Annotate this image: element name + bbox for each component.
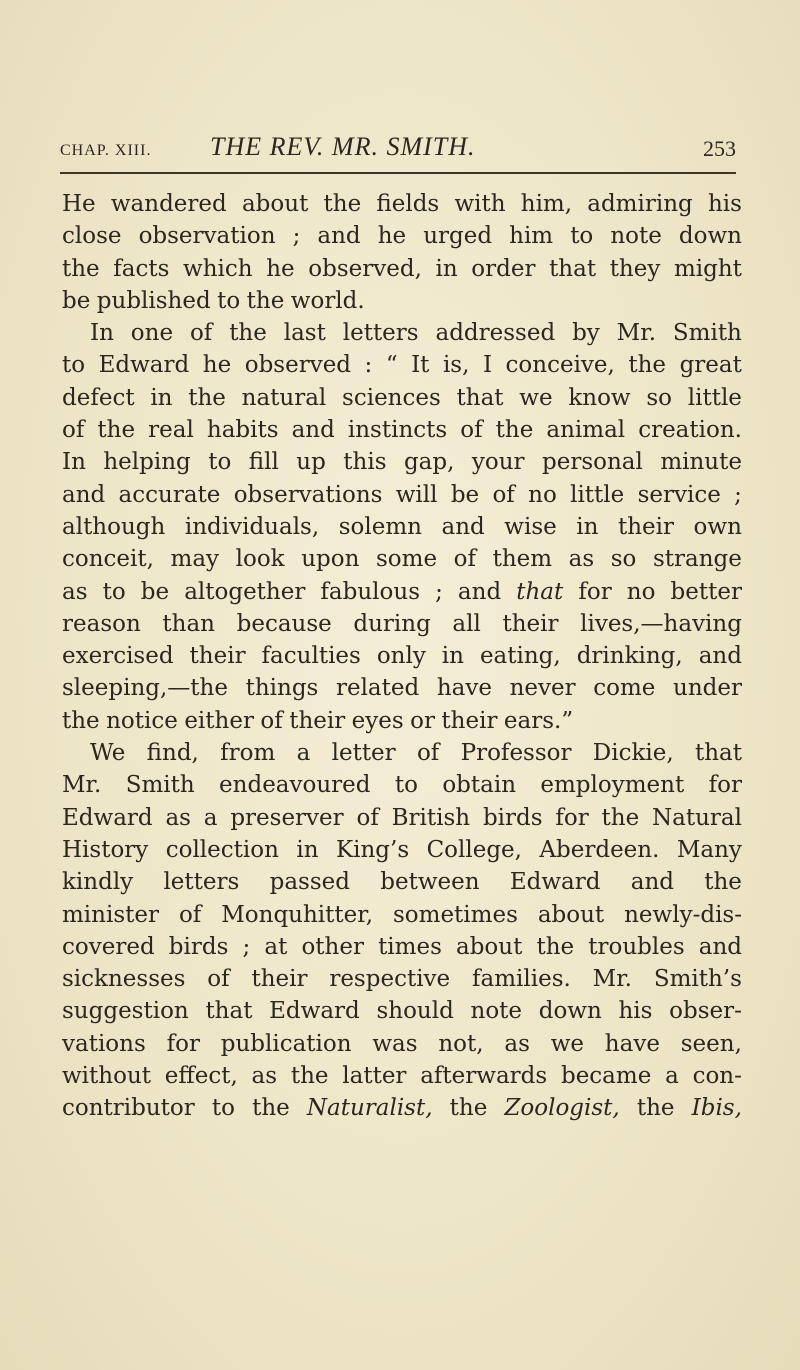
text-line: although individuals, solemn and wise in their own [62, 513, 742, 540]
text-line: contributor to the Naturalist, the Zoologist, the Ibis, [62, 1095, 742, 1122]
text-line: vations for publication was not, as we have seen, [62, 1030, 742, 1057]
text-line: exercised their faculties only in eating, drinking, and [62, 643, 742, 670]
text-line: In helping to fill up this gap, your personal minute [62, 449, 742, 476]
text-line: sleeping,—the things related have never come under [62, 675, 742, 702]
text-line: suggestion that Edward should note down his obser- [62, 998, 742, 1025]
text-line: conceit, may look upon some of them as so strange [62, 546, 742, 573]
body-text [62, 188, 742, 1125]
text-line: In one of the last letters addressed by Mr. Smith [90, 320, 742, 347]
text-line: Edward as a preserver of British birds for the Natural [62, 804, 742, 831]
page-number: 253 [703, 136, 736, 161]
text-line: the notice either of their eyes or their ears.” [62, 707, 574, 734]
text-line: History collection in King’s College, Aberdeen. Many [62, 836, 742, 863]
text-line: covered birds ; at other times about the troubles and [62, 933, 742, 960]
running-title: THE REV. MR. SMITH. [210, 132, 476, 161]
text-line: We find, from a letter of Professor Dickie, that [90, 740, 742, 767]
chapter-label: CHAP. XIII. [60, 142, 152, 159]
text-line: Mr. Smith endeavoured to obtain employment for [62, 772, 742, 799]
header-rule [60, 172, 736, 174]
text-line: kindly letters passed between Edward and the [62, 869, 742, 896]
text-line: without effect, as the latter afterwards became a con- [62, 1063, 742, 1090]
text-line: and accurate observations will be of no little service ; [62, 481, 742, 508]
text-line: as to be altogether fabulous ; and that for no better [62, 578, 742, 605]
text-line: close observation ; and he urged him to note down [62, 223, 742, 250]
text-line: minister of Monquhitter, sometimes about newly-dis- [62, 901, 742, 928]
text-line: of the real habits and instincts of the animal creation. [62, 417, 742, 444]
text-line: the facts which he observed, in order that they might [62, 255, 742, 282]
page-header [60, 130, 740, 170]
text-line: sicknesses of their respective families. Mr. Smith’s [62, 966, 742, 993]
text-line: He wandered about the fields with him, admiring his [62, 191, 742, 217]
text-line: reason than because during all their lives,—having [62, 610, 742, 637]
text-line: be published to the world. [62, 287, 365, 314]
text-line: defect in the natural sciences that we know so little [62, 384, 742, 411]
text-line: to Edward he observed : “ It is, I conceive, the great [62, 352, 742, 379]
